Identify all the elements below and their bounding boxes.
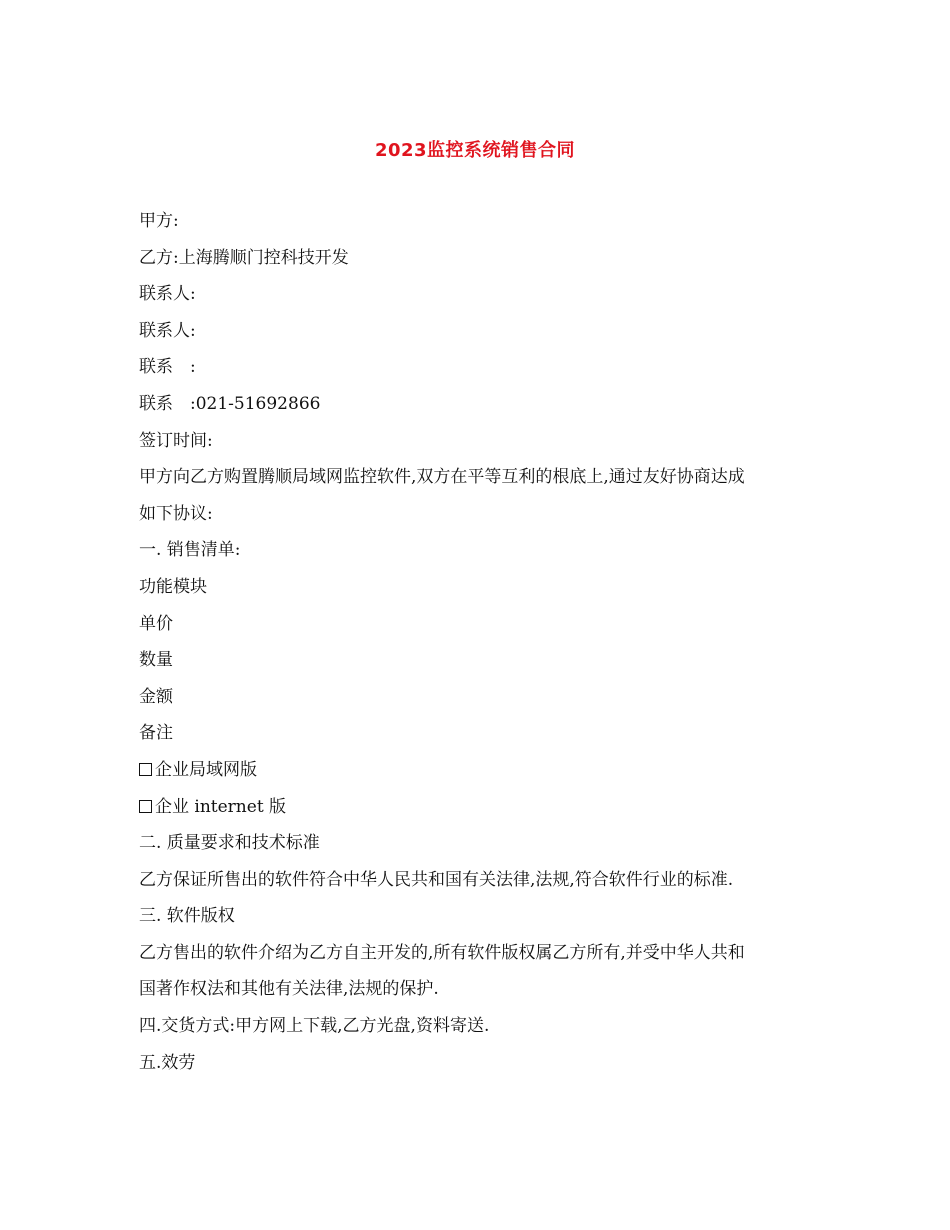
intro-line-2: 如下协议: xyxy=(139,503,213,524)
checkbox-icon xyxy=(139,800,152,813)
item-lan-edition xyxy=(139,752,819,789)
quality-paragraph: 乙方保证所售出的软件符合中华人民共和国有关法律,法规,符合软件行业的标准. xyxy=(139,869,734,890)
column-quantity: 数量 xyxy=(139,650,173,671)
party-b-line: 乙方:上海腾顺门控科技开发 xyxy=(139,247,349,268)
item-lan-label: 企业局域网版 xyxy=(155,759,257,780)
phone-a-line: 联系 : xyxy=(139,357,196,378)
copyright-line-2: 国著作权法和其他有关法律,法规的保护. xyxy=(139,979,439,1000)
sign-time-line: 签订时间: xyxy=(139,430,213,451)
document-title: 2023监控系统销售合同 xyxy=(374,140,576,161)
column-price: 单价 xyxy=(139,613,173,634)
column-module: 功能模块 xyxy=(139,576,207,597)
column-note: 备注 xyxy=(139,723,173,744)
section-3-heading: 三. 软件版权 xyxy=(139,906,235,927)
section-2-heading: 二. 质量要求和技术标准 xyxy=(139,833,320,854)
party-a-line: 甲方: xyxy=(139,211,179,231)
copyright-line-1: 乙方售出的软件介绍为乙方自主开发的,所有软件版权属乙方所有,并受中华人共和 xyxy=(139,942,745,963)
section-4-heading: 四.交货方式:甲方网上下载,乙方光盘,资料寄送. xyxy=(139,1016,490,1037)
intro-line-1: 甲方向乙方购置腾顺局域网监控软件,双方在平等互利的根底上,通过友好协商达成 xyxy=(139,467,745,488)
contract-body xyxy=(139,203,819,1081)
item-internet-label: 企业 internet 版 xyxy=(155,796,287,817)
phone-b-line: 联系 :021-51692866 xyxy=(139,393,321,414)
contact-b-line: 联系人: xyxy=(139,320,196,341)
column-amount: 金额 xyxy=(139,686,173,707)
contact-a-line: 联系人: xyxy=(139,284,196,305)
section-1-heading: 一. 销售清单: xyxy=(139,540,241,561)
checkbox-icon xyxy=(139,763,152,776)
item-internet-edition xyxy=(139,789,819,826)
section-5-heading: 五.效劳 xyxy=(139,1052,196,1073)
